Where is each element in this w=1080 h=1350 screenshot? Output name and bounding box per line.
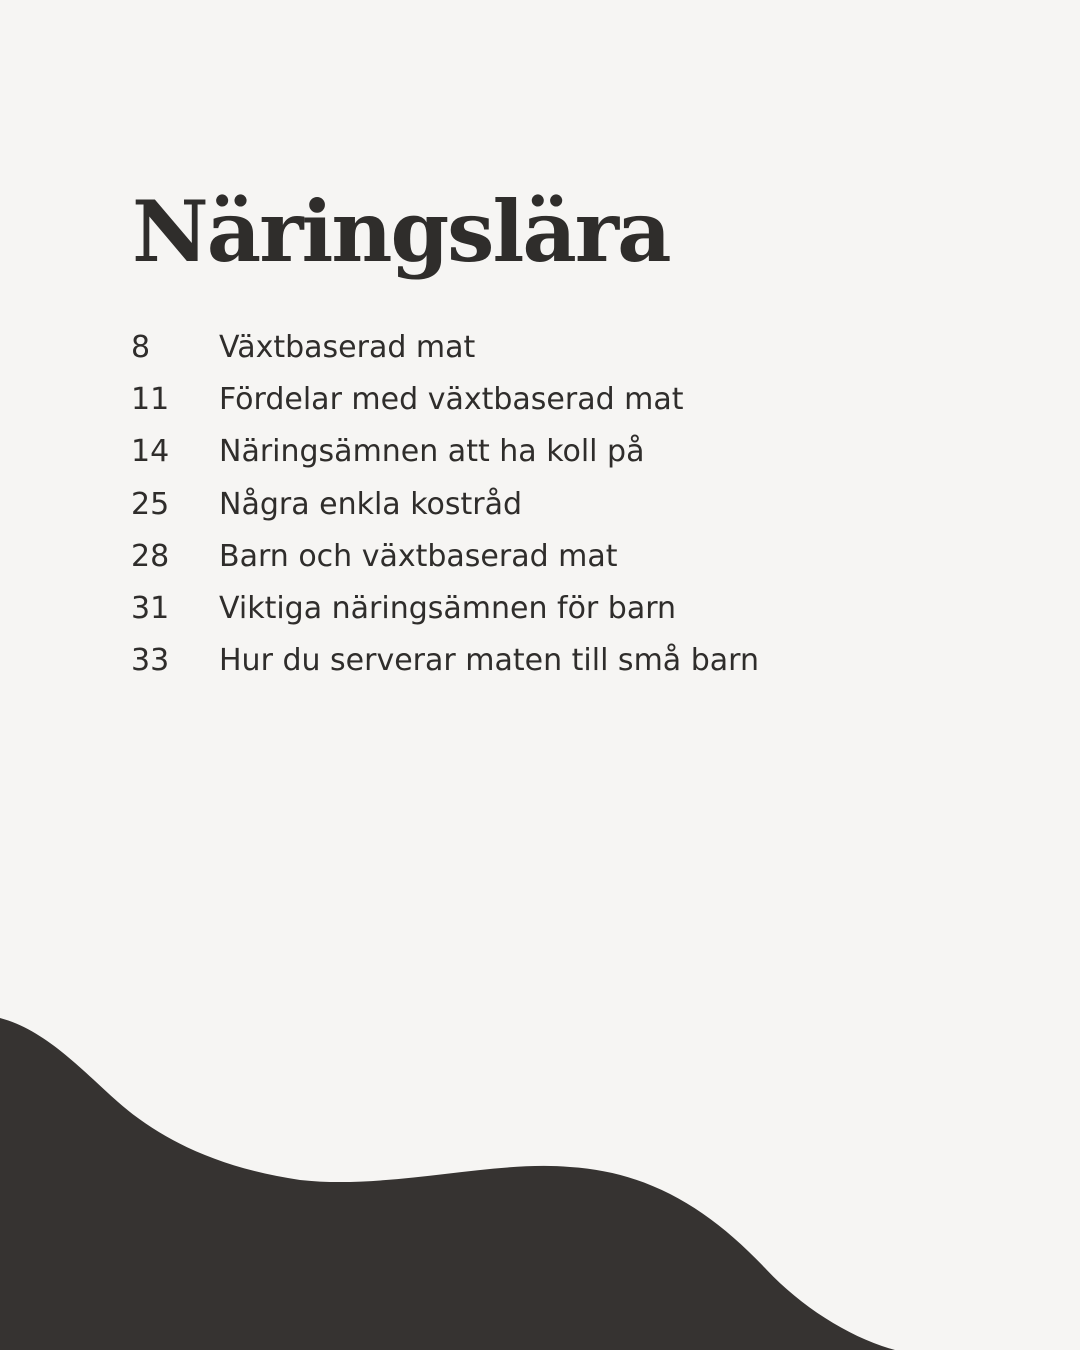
toc-entry-title: Växtbaserad mat: [219, 330, 476, 365]
toc-page-number: 25: [131, 486, 170, 522]
toc-entry[interactable]: [131, 487, 931, 539]
toc-entry-title: Fördelar med växtbaserad mat: [219, 382, 684, 418]
toc-page-number: 31: [131, 590, 170, 626]
toc-entry-title: Näringsämnen att ha koll på: [219, 434, 645, 470]
toc-page-number: 33: [131, 643, 170, 679]
toc-entry-title: Viktiga näringsämnen för barn: [219, 590, 677, 626]
toc-entry[interactable]: [131, 643, 931, 695]
toc-page-number: 8: [131, 330, 151, 365]
toc-entry[interactable]: [131, 434, 931, 486]
toc-page-number: 28: [131, 538, 170, 574]
toc-entry[interactable]: [131, 382, 931, 434]
page-title: Näringslära: [132, 182, 670, 281]
toc-page-number: 14: [131, 434, 170, 470]
toc-entry[interactable]: [131, 330, 931, 382]
toc-entry-title: Några enkla kostråd: [219, 486, 523, 522]
toc-page-number: 11: [131, 382, 170, 418]
toc-entry[interactable]: [131, 539, 931, 591]
toc-entry-title: Barn och växtbaserad mat: [219, 538, 618, 574]
table-of-contents: [131, 330, 931, 695]
toc-entry[interactable]: [131, 591, 931, 643]
toc-entry-title: Hur du serverar maten till små barn: [219, 643, 759, 679]
wave-shape: [0, 1018, 895, 1350]
